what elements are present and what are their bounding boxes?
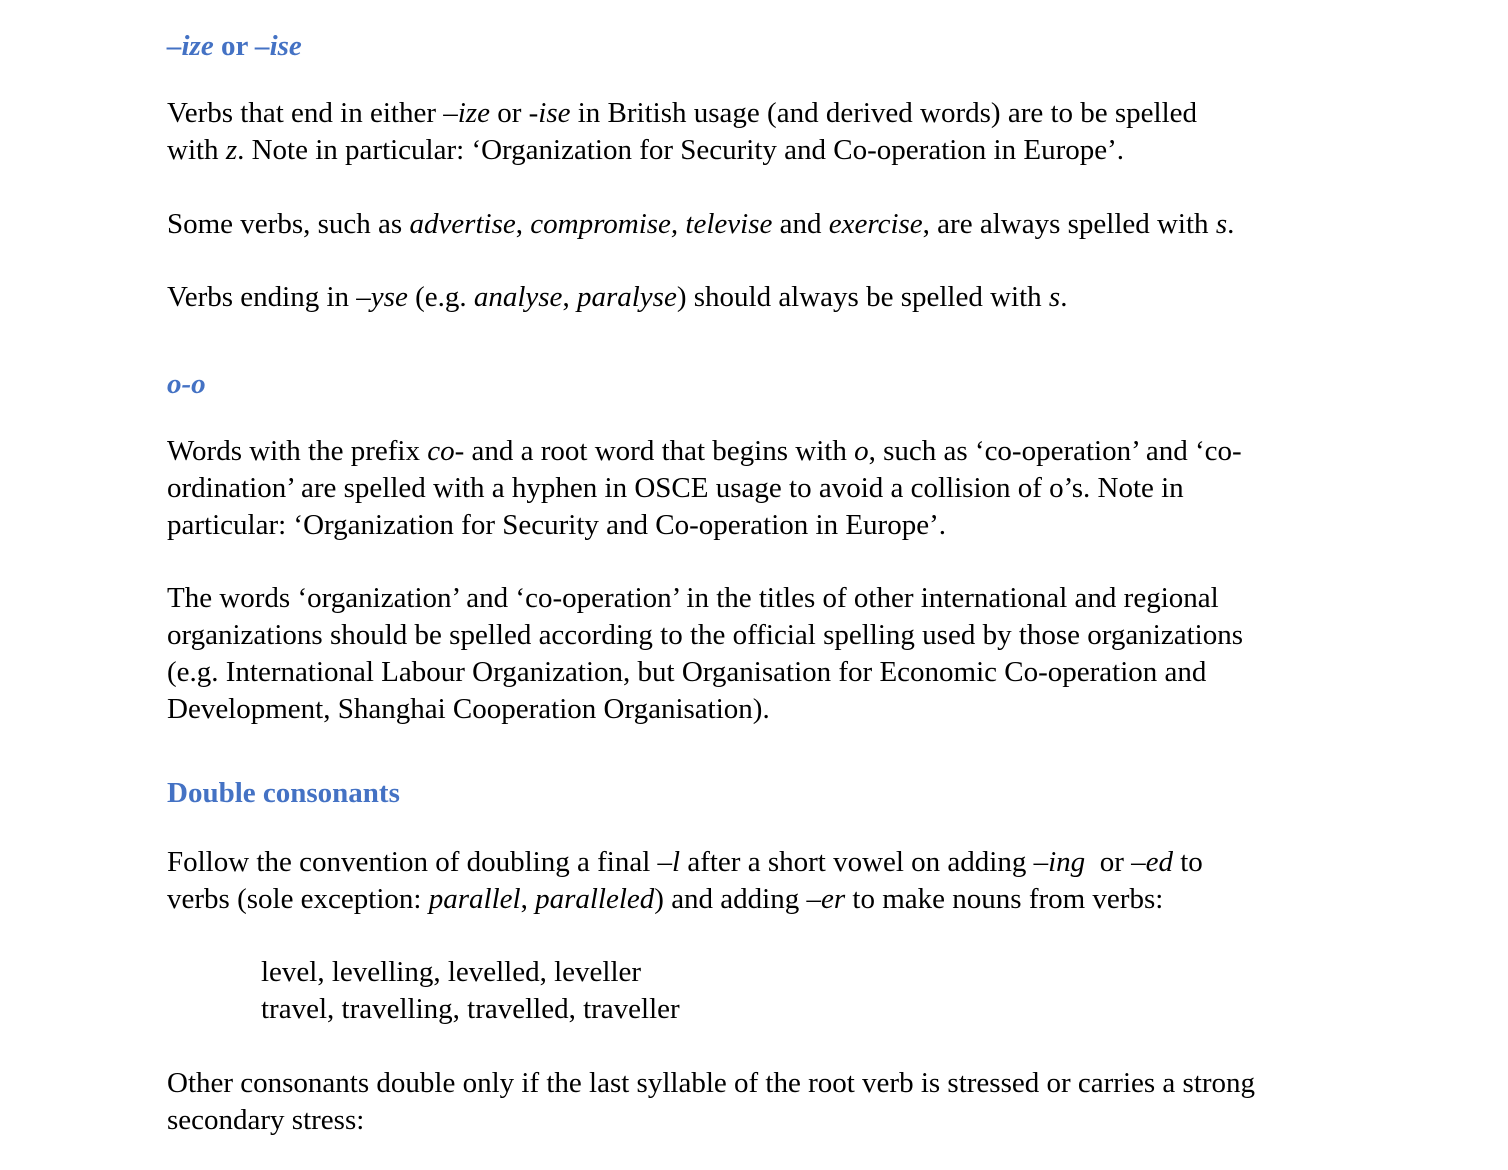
text-line: organizations should be spelled according to the official spelling used by those organizations	[167, 619, 1243, 651]
text-line: Development, Shanghai Cooperation Organisation).	[167, 693, 770, 725]
example-level: level, levelling, levelled, leveller	[261, 956, 642, 988]
text-line: The words ‘organization’ and ‘co-operation’ in the titles of other international and regional	[167, 582, 1219, 614]
example-travel: travel, travelling, travelled, traveller	[261, 993, 680, 1025]
text-line: Verbs that end in either –ize or -ise in British usage (and derived words) are to be spelled	[167, 97, 1198, 129]
heading-double-consonants: Double consonants	[167, 777, 400, 809]
text-line: with z. Note in particular: ‘Organization for Security and Co-operation in Europe’.	[167, 134, 1125, 166]
heading-ize-italic: –ize	[167, 30, 214, 62]
text-line: verbs (sole exception: parallel, paralleled) and adding –er to make nouns from verbs:	[167, 883, 1164, 915]
text-line: Verbs ending in –yse (e.g. analyse, paralyse) should always be spelled with s.	[167, 281, 1068, 313]
paragraph-co-prefix	[167, 433, 1242, 544]
paragraph-ize-spelling	[167, 95, 1197, 169]
paragraph-other-consonants	[167, 1065, 1255, 1139]
text-line: Some verbs, such as advertise, compromise, televise and exercise, are always spelled with s.	[167, 208, 1235, 240]
heading-ise-italic: –ise	[255, 30, 302, 62]
paragraph-ise-verbs	[167, 206, 1234, 243]
text-line: Other consonants double only if the last syllable of the root verb is stressed or carries a strong	[167, 1067, 1256, 1099]
example-list	[261, 954, 680, 1028]
text-line: Follow the convention of doubling a final –l after a short vowel on adding –ing or –ed to	[167, 846, 1203, 878]
paragraph-doubling-l	[167, 844, 1203, 918]
paragraph-other-organizations	[167, 580, 1243, 728]
text-line: (e.g. International Labour Organization, but Organisation for Economic Co-operation and	[167, 656, 1207, 688]
text-line: secondary stress:	[167, 1104, 365, 1136]
heading-o-o: o-o	[167, 368, 206, 400]
text-line: Words with the prefix co- and a root word that begins with o, such as ‘co-operation’ and ‘co-	[167, 435, 1242, 467]
text-line: ordination’ are spelled with a hyphen in OSCE usage to avoid a collision of o’s. Note in	[167, 472, 1184, 504]
paragraph-yse-verbs	[167, 279, 1067, 316]
heading-or: or	[213, 30, 256, 62]
text-line: particular: ‘Organization for Security and Co-operation in Europe’.	[167, 509, 946, 541]
heading-ize-or-ise	[167, 28, 302, 64]
